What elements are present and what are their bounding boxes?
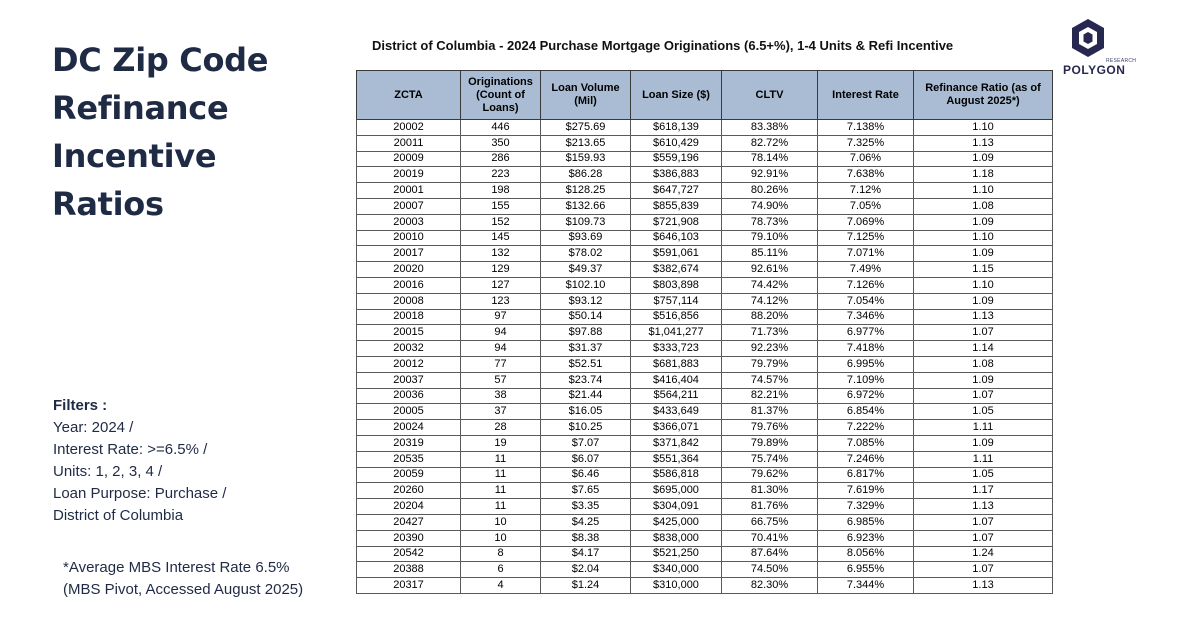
loan-volume-cell: $102.10 xyxy=(541,277,631,293)
table-body xyxy=(357,120,1053,594)
cltv-cell: 71.73% xyxy=(722,325,818,341)
originations-cell: 11 xyxy=(461,499,541,515)
loan-size-cell: $838,000 xyxy=(631,530,722,546)
loan-volume-cell: $132.66 xyxy=(541,198,631,214)
refinance-ratio-cell: 1.07 xyxy=(914,514,1053,530)
originations-cell: 446 xyxy=(461,120,541,136)
table-row xyxy=(357,325,1053,341)
loan-volume-cell: $52.51 xyxy=(541,356,631,372)
refinance-ratio-cell: 1.10 xyxy=(914,120,1053,136)
table-row xyxy=(357,214,1053,230)
cltv-cell: 82.21% xyxy=(722,388,818,404)
table-row xyxy=(357,183,1053,199)
originations-cell: 145 xyxy=(461,230,541,246)
loan-volume-cell: $6.07 xyxy=(541,451,631,467)
loan-size-cell: $618,139 xyxy=(631,120,722,136)
table-title: District of Columbia - 2024 Purchase Mortgage Originations (6.5+%), 1-4 Units & Refi Incentive xyxy=(372,38,954,53)
zcta-cell: 20319 xyxy=(357,435,461,451)
interest-rate-cell: 7.619% xyxy=(818,483,914,499)
originations-cell: 37 xyxy=(461,404,541,420)
refinance-ratio-cell: 1.08 xyxy=(914,198,1053,214)
refinance-ratio-cell: 1.10 xyxy=(914,277,1053,293)
zcta-cell: 20059 xyxy=(357,467,461,483)
originations-cell: 97 xyxy=(461,309,541,325)
loan-size-cell: $551,364 xyxy=(631,451,722,467)
zcta-cell: 20010 xyxy=(357,230,461,246)
table-row xyxy=(357,530,1053,546)
loan-size-cell: $310,000 xyxy=(631,578,722,594)
interest-rate-cell: 7.246% xyxy=(818,451,914,467)
table-row xyxy=(357,467,1053,483)
loan-size-cell: $521,250 xyxy=(631,546,722,562)
table-row xyxy=(357,198,1053,214)
loan-volume-cell: $7.65 xyxy=(541,483,631,499)
zcta-cell: 20317 xyxy=(357,578,461,594)
loan-size-cell: $386,883 xyxy=(631,167,722,183)
originations-cell: 155 xyxy=(461,198,541,214)
page-title-line: Incentive xyxy=(52,137,217,175)
refinance-ratio-cell: 1.09 xyxy=(914,293,1053,309)
originations-cell: 94 xyxy=(461,325,541,341)
interest-rate-cell: 6.923% xyxy=(818,530,914,546)
table-row xyxy=(357,562,1053,578)
zcta-cell: 20017 xyxy=(357,246,461,262)
table-row xyxy=(357,514,1053,530)
table-row xyxy=(357,167,1053,183)
interest-rate-cell: 7.418% xyxy=(818,341,914,357)
cltv-cell: 85.11% xyxy=(722,246,818,262)
zcta-cell: 20037 xyxy=(357,372,461,388)
interest-rate-cell: 7.126% xyxy=(818,277,914,293)
interest-rate-cell: 7.12% xyxy=(818,183,914,199)
cltv-cell: 79.62% xyxy=(722,467,818,483)
polygon-hexagon-logo-icon xyxy=(1070,18,1106,58)
cltv-cell: 81.76% xyxy=(722,499,818,515)
interest-rate-cell: 7.49% xyxy=(818,262,914,278)
table-row xyxy=(357,135,1053,151)
zcta-cell: 20388 xyxy=(357,562,461,578)
loan-volume-cell: $128.25 xyxy=(541,183,631,199)
cltv-cell: 80.26% xyxy=(722,183,818,199)
filter-loan-purpose: Loan Purpose: Purchase / xyxy=(53,485,227,502)
zcta-cell: 20007 xyxy=(357,198,461,214)
page-title-line: Refinance xyxy=(52,89,229,127)
loan-volume-cell: $6.46 xyxy=(541,467,631,483)
interest-rate-cell: 7.325% xyxy=(818,135,914,151)
loan-size-cell: $425,000 xyxy=(631,514,722,530)
table-row xyxy=(357,151,1053,167)
interest-rate-cell: 6.972% xyxy=(818,388,914,404)
interest-rate-cell: 7.085% xyxy=(818,435,914,451)
loan-size-cell: $855,839 xyxy=(631,198,722,214)
interest-rate-cell: 6.817% xyxy=(818,467,914,483)
refinance-ratio-cell: 1.14 xyxy=(914,341,1053,357)
loan-volume-cell: $109.73 xyxy=(541,214,631,230)
originations-cell: 152 xyxy=(461,214,541,230)
table-row xyxy=(357,499,1053,515)
loan-size-cell: $757,114 xyxy=(631,293,722,309)
page-title-line: DC Zip Code xyxy=(52,41,269,79)
zcta-cell: 20011 xyxy=(357,135,461,151)
table-row xyxy=(357,420,1053,436)
loan-size-cell: $333,723 xyxy=(631,341,722,357)
loan-size-cell: $681,883 xyxy=(631,356,722,372)
refinance-ratio-cell: 1.08 xyxy=(914,356,1053,372)
cltv-cell: 74.12% xyxy=(722,293,818,309)
cltv-cell: 79.89% xyxy=(722,435,818,451)
zcta-cell: 20018 xyxy=(357,309,461,325)
cltv-cell: 88.20% xyxy=(722,309,818,325)
column-header-refinance-ratio: Refinance Ratio (as of August 2025*) xyxy=(914,71,1053,120)
originations-cell: 11 xyxy=(461,451,541,467)
zcta-cell: 20535 xyxy=(357,451,461,467)
loan-size-cell: $371,842 xyxy=(631,435,722,451)
interest-rate-cell: 7.329% xyxy=(818,499,914,515)
interest-rate-cell: 7.05% xyxy=(818,198,914,214)
interest-rate-cell: 7.054% xyxy=(818,293,914,309)
cltv-cell: 74.50% xyxy=(722,562,818,578)
cltv-cell: 87.64% xyxy=(722,546,818,562)
filters-panel xyxy=(53,395,226,527)
refinance-ratio-cell: 1.09 xyxy=(914,246,1053,262)
originations-cell: 10 xyxy=(461,530,541,546)
cltv-cell: 92.23% xyxy=(722,341,818,357)
refinance-ratio-cell: 1.10 xyxy=(914,230,1053,246)
refinance-ratio-cell: 1.07 xyxy=(914,325,1053,341)
zcta-cell: 20015 xyxy=(357,325,461,341)
page-title xyxy=(52,36,352,228)
zcta-cell: 20003 xyxy=(357,214,461,230)
interest-rate-cell: 7.109% xyxy=(818,372,914,388)
refinance-ratio-cell: 1.11 xyxy=(914,420,1053,436)
table-row xyxy=(357,246,1053,262)
table-row xyxy=(357,546,1053,562)
zcta-cell: 20542 xyxy=(357,546,461,562)
zcta-cell: 20204 xyxy=(357,499,461,515)
loan-size-cell: $591,061 xyxy=(631,246,722,262)
originations-cell: 11 xyxy=(461,483,541,499)
zcta-cell: 20016 xyxy=(357,277,461,293)
cltv-cell: 92.91% xyxy=(722,167,818,183)
table-row xyxy=(357,404,1053,420)
cltv-cell: 66.75% xyxy=(722,514,818,530)
table-row xyxy=(357,483,1053,499)
refinance-ratio-cell: 1.13 xyxy=(914,135,1053,151)
originations-cell: 286 xyxy=(461,151,541,167)
refinance-ratio-cell: 1.11 xyxy=(914,451,1053,467)
origination-table xyxy=(356,70,1053,594)
loan-volume-cell: $16.05 xyxy=(541,404,631,420)
refinance-ratio-cell: 1.18 xyxy=(914,167,1053,183)
refinance-ratio-cell: 1.13 xyxy=(914,578,1053,594)
loan-size-cell: $646,103 xyxy=(631,230,722,246)
interest-rate-cell: 6.977% xyxy=(818,325,914,341)
zcta-cell: 20009 xyxy=(357,151,461,167)
loan-volume-cell: $86.28 xyxy=(541,167,631,183)
loan-volume-cell: $3.35 xyxy=(541,499,631,515)
filter-units: Units: 1, 2, 3, 4 / xyxy=(53,463,163,480)
table-header-row xyxy=(357,71,1053,120)
loan-size-cell: $416,404 xyxy=(631,372,722,388)
loan-volume-cell: $23.74 xyxy=(541,372,631,388)
refinance-ratio-cell: 1.07 xyxy=(914,530,1053,546)
interest-rate-cell: 7.344% xyxy=(818,578,914,594)
cltv-cell: 75.74% xyxy=(722,451,818,467)
table-row xyxy=(357,341,1053,357)
table-row xyxy=(357,120,1053,136)
interest-rate-cell: 7.138% xyxy=(818,120,914,136)
cltv-cell: 74.90% xyxy=(722,198,818,214)
filter-year: Year: 2024 / xyxy=(53,419,134,436)
loan-volume-cell: $50.14 xyxy=(541,309,631,325)
originations-cell: 94 xyxy=(461,341,541,357)
column-header-cltv: CLTV xyxy=(722,71,818,120)
loan-volume-cell: $4.25 xyxy=(541,514,631,530)
refinance-ratio-cell: 1.13 xyxy=(914,499,1053,515)
table-row xyxy=(357,451,1053,467)
loan-size-cell: $695,000 xyxy=(631,483,722,499)
footnote-line: *Average MBS Interest Rate 6.5% xyxy=(63,559,290,576)
filters-heading: Filters : xyxy=(53,397,108,414)
refinance-ratio-cell: 1.07 xyxy=(914,562,1053,578)
loan-volume-cell: $7.07 xyxy=(541,435,631,451)
originations-cell: 6 xyxy=(461,562,541,578)
interest-rate-cell: 7.638% xyxy=(818,167,914,183)
column-header-zcta: ZCTA xyxy=(357,71,461,120)
loan-size-cell: $433,649 xyxy=(631,404,722,420)
zcta-cell: 20024 xyxy=(357,420,461,436)
refinance-ratio-cell: 1.09 xyxy=(914,151,1053,167)
originations-cell: 123 xyxy=(461,293,541,309)
loan-volume-cell: $159.93 xyxy=(541,151,631,167)
cltv-cell: 78.14% xyxy=(722,151,818,167)
column-header-loan-volume: Loan Volume (Mil) xyxy=(541,71,631,120)
interest-rate-cell: 7.069% xyxy=(818,214,914,230)
cltv-cell: 79.76% xyxy=(722,420,818,436)
loan-volume-cell: $93.12 xyxy=(541,293,631,309)
footnote-line: (MBS Pivot, Accessed August 2025) xyxy=(63,581,304,598)
interest-rate-cell: 6.985% xyxy=(818,514,914,530)
loan-size-cell: $304,091 xyxy=(631,499,722,515)
zcta-cell: 20036 xyxy=(357,388,461,404)
originations-cell: 11 xyxy=(461,467,541,483)
cltv-cell: 82.30% xyxy=(722,578,818,594)
refinance-ratio-cell: 1.10 xyxy=(914,183,1053,199)
interest-rate-cell: 7.06% xyxy=(818,151,914,167)
zcta-cell: 20032 xyxy=(357,341,461,357)
loan-size-cell: $564,211 xyxy=(631,388,722,404)
interest-rate-cell: 6.955% xyxy=(818,562,914,578)
logo-research-text: RESEARCH xyxy=(1106,58,1137,64)
originations-cell: 38 xyxy=(461,388,541,404)
loan-size-cell: $340,000 xyxy=(631,562,722,578)
refinance-ratio-cell: 1.15 xyxy=(914,262,1053,278)
originations-cell: 132 xyxy=(461,246,541,262)
cltv-cell: 92.61% xyxy=(722,262,818,278)
table-row xyxy=(357,372,1053,388)
loan-size-cell: $382,674 xyxy=(631,262,722,278)
originations-cell: 19 xyxy=(461,435,541,451)
zcta-cell: 20390 xyxy=(357,530,461,546)
loan-volume-cell: $213.65 xyxy=(541,135,631,151)
zcta-cell: 20002 xyxy=(357,120,461,136)
loan-size-cell: $721,908 xyxy=(631,214,722,230)
zcta-cell: 20260 xyxy=(357,483,461,499)
loan-size-cell: $647,727 xyxy=(631,183,722,199)
page-title-line: Ratios xyxy=(52,185,164,223)
refinance-ratio-cell: 1.09 xyxy=(914,214,1053,230)
interest-rate-cell: 7.222% xyxy=(818,420,914,436)
table-row xyxy=(357,578,1053,594)
refinance-ratio-cell: 1.05 xyxy=(914,467,1053,483)
loan-volume-cell: $8.38 xyxy=(541,530,631,546)
loan-size-cell: $586,818 xyxy=(631,467,722,483)
interest-rate-cell: 6.995% xyxy=(818,356,914,372)
cltv-cell: 78.73% xyxy=(722,214,818,230)
loan-volume-cell: $2.04 xyxy=(541,562,631,578)
loan-volume-cell: $275.69 xyxy=(541,120,631,136)
loan-volume-cell: $1.24 xyxy=(541,578,631,594)
interest-rate-cell: 7.125% xyxy=(818,230,914,246)
originations-cell: 77 xyxy=(461,356,541,372)
originations-cell: 10 xyxy=(461,514,541,530)
loan-size-cell: $610,429 xyxy=(631,135,722,151)
originations-cell: 223 xyxy=(461,167,541,183)
loan-volume-cell: $93.69 xyxy=(541,230,631,246)
originations-cell: 57 xyxy=(461,372,541,388)
loan-size-cell: $803,898 xyxy=(631,277,722,293)
loan-volume-cell: $21.44 xyxy=(541,388,631,404)
cltv-cell: 82.72% xyxy=(722,135,818,151)
table-row xyxy=(357,262,1053,278)
interest-rate-cell: 7.071% xyxy=(818,246,914,262)
loan-volume-cell: $49.37 xyxy=(541,262,631,278)
cltv-cell: 74.57% xyxy=(722,372,818,388)
filter-region: District of Columbia xyxy=(53,507,184,524)
interest-rate-cell: 7.346% xyxy=(818,309,914,325)
loan-volume-cell: $78.02 xyxy=(541,246,631,262)
refinance-ratio-cell: 1.09 xyxy=(914,372,1053,388)
cltv-cell: 74.42% xyxy=(722,277,818,293)
zcta-cell: 20019 xyxy=(357,167,461,183)
originations-cell: 8 xyxy=(461,546,541,562)
table-row xyxy=(357,356,1053,372)
logo-brand-name: POLYGON xyxy=(1063,63,1126,77)
refinance-ratio-cell: 1.13 xyxy=(914,309,1053,325)
originations-cell: 198 xyxy=(461,183,541,199)
refinance-ratio-cell: 1.24 xyxy=(914,546,1053,562)
column-header-loan-size: Loan Size ($) xyxy=(631,71,722,120)
cltv-cell: 79.10% xyxy=(722,230,818,246)
loan-volume-cell: $10.25 xyxy=(541,420,631,436)
refinance-ratio-cell: 1.17 xyxy=(914,483,1053,499)
table-row xyxy=(357,293,1053,309)
loan-size-cell: $516,856 xyxy=(631,309,722,325)
zcta-cell: 20020 xyxy=(357,262,461,278)
filter-interest-rate: Interest Rate: >=6.5% / xyxy=(53,441,208,458)
zcta-cell: 20012 xyxy=(357,356,461,372)
polygon-logo xyxy=(1060,18,1140,78)
cltv-cell: 70.41% xyxy=(722,530,818,546)
cltv-cell: 83.38% xyxy=(722,120,818,136)
originations-cell: 28 xyxy=(461,420,541,436)
refinance-ratio-cell: 1.09 xyxy=(914,435,1053,451)
loan-size-cell: $559,196 xyxy=(631,151,722,167)
zcta-cell: 20008 xyxy=(357,293,461,309)
refinance-ratio-cell: 1.05 xyxy=(914,404,1053,420)
zcta-cell: 20427 xyxy=(357,514,461,530)
originations-cell: 127 xyxy=(461,277,541,293)
loan-volume-cell: $4.17 xyxy=(541,546,631,562)
column-header-originations: Originations (Count of Loans) xyxy=(461,71,541,120)
loan-volume-cell: $31.37 xyxy=(541,341,631,357)
interest-rate-cell: 6.854% xyxy=(818,404,914,420)
loan-size-cell: $366,071 xyxy=(631,420,722,436)
refinance-ratio-cell: 1.07 xyxy=(914,388,1053,404)
loan-volume-cell: $97.88 xyxy=(541,325,631,341)
originations-cell: 350 xyxy=(461,135,541,151)
loan-size-cell: $1,041,277 xyxy=(631,325,722,341)
table-row xyxy=(357,309,1053,325)
cltv-cell: 81.30% xyxy=(722,483,818,499)
footnote xyxy=(63,557,303,601)
cltv-cell: 81.37% xyxy=(722,404,818,420)
column-header-interest-rate: Interest Rate xyxy=(818,71,914,120)
originations-cell: 4 xyxy=(461,578,541,594)
table-row xyxy=(357,435,1053,451)
zcta-cell: 20001 xyxy=(357,183,461,199)
originations-cell: 129 xyxy=(461,262,541,278)
table-row xyxy=(357,277,1053,293)
zcta-cell: 20005 xyxy=(357,404,461,420)
cltv-cell: 79.79% xyxy=(722,356,818,372)
interest-rate-cell: 8.056% xyxy=(818,546,914,562)
table-row xyxy=(357,230,1053,246)
table-row xyxy=(357,388,1053,404)
